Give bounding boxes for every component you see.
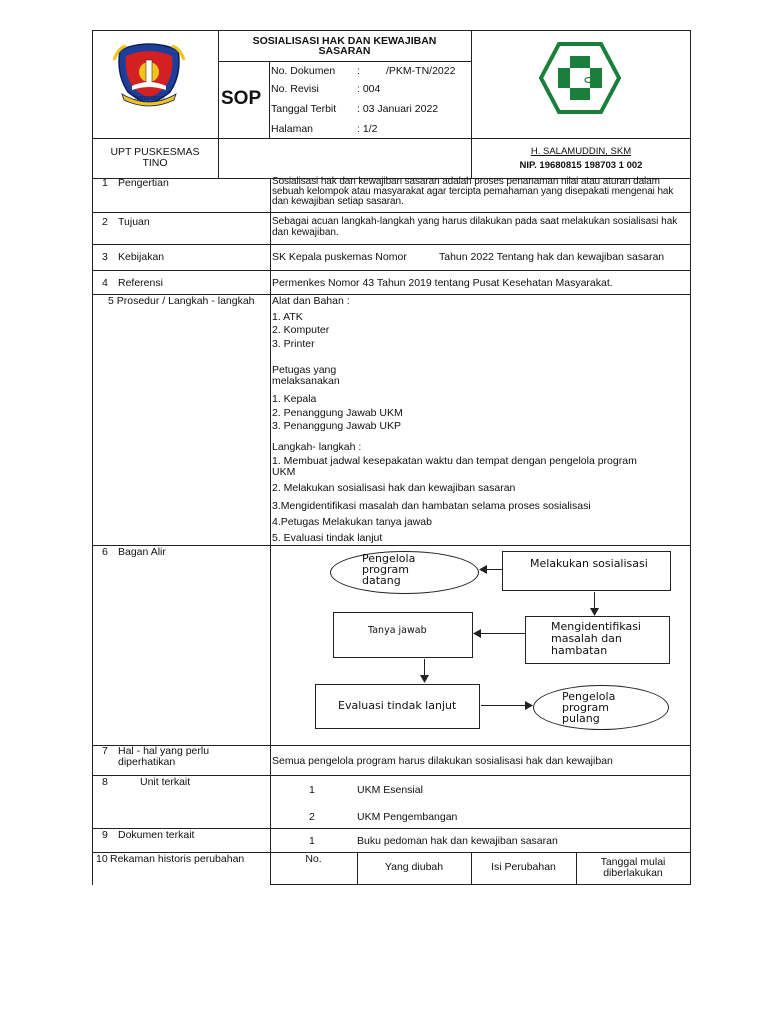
flow-evaluasi-text: Evaluasi tindak lanjut [338, 699, 457, 712]
org-name-line1: UPT PUSKESMAS [110, 146, 200, 158]
doc-number-value: /PKM-TN/2022 [386, 65, 456, 77]
document-name: Buku pedoman hak dan kewajiban sasaran [357, 835, 558, 847]
step-item-cont: UKM [272, 466, 296, 478]
section-label: 5 Prosedur / Langkah - langkah [108, 295, 255, 307]
section-label: Tujuan [118, 216, 150, 228]
doc-number-label: No. Dokumen [271, 65, 336, 77]
unit-item-name: UKM Pengembangan [357, 811, 458, 823]
section-number: 3 [102, 251, 108, 263]
tools-title: Alat dan Bahan : [272, 295, 350, 307]
step-item: 2. Melakukan sosialisasi hak dan kewajiban sasaran [272, 482, 516, 494]
flow-end-text-2: program [562, 701, 609, 714]
step-item: 5. Evaluasi tindak lanjut [272, 532, 383, 544]
step-item: 1. Membuat jadwal kesepakatan waktu dan tempat dengan pengelola program [272, 455, 637, 467]
step-item: 3.Mengidentifikasi masalah dan hambatan selama proses sosialisasi [272, 500, 591, 512]
sop-title-line1: SOSIALISASI HAK DAN KEWAJIBAN [252, 35, 437, 47]
section-label: Pengertian [118, 177, 169, 189]
document-number: 1 [309, 835, 315, 847]
section-text: Semua pengelola program harus dilakukan sosialisasi hak dan kewajiban [272, 755, 613, 767]
section-label-line1: Hal - hal yang perlu [118, 745, 210, 757]
flow-arrow [594, 592, 595, 609]
signer-name: H. SALAMUDDIN, SKM [530, 146, 632, 157]
tool-item: 2. Komputer [272, 324, 330, 336]
sop-title-line2: SASARAN [318, 45, 371, 57]
section-number: 2 [102, 216, 108, 228]
section-label: Dokumen terkait [118, 829, 195, 841]
steps-title: Langkah- langkah : [272, 441, 362, 453]
section-number: 10 [96, 853, 108, 865]
history-col-changed: Yang diubah [384, 861, 444, 873]
doc-number-sep: : [357, 65, 360, 77]
arrowhead-down-icon [590, 608, 599, 616]
flow-end-text-1: Pengelola [562, 690, 616, 703]
history-col-no: No. [305, 853, 322, 865]
policy-text-b: Tahun 2022 Tentang hak dan kewajiban sasaran [439, 251, 665, 263]
flow-start-text-1: Pengelola [362, 552, 416, 565]
arrowhead-right-icon [525, 701, 533, 710]
flow-arrow [481, 705, 526, 706]
section-number: 4 [102, 277, 108, 289]
unit-item-number: 1 [309, 784, 315, 796]
section-number: 8 [102, 776, 108, 788]
health-cross-logo-icon [539, 42, 621, 114]
section-label: Kebijakan [118, 251, 165, 263]
section-label: Rekaman historis perubahan [110, 853, 245, 865]
logo-banner-text: JENEPONTO [134, 96, 165, 102]
flow-identifikasi-text-3: hambatan [551, 644, 608, 657]
arrowhead-down-icon [420, 675, 429, 683]
flow-sosialisasi-text: Melakukan sosialisasi [530, 557, 648, 570]
tool-item: 1. ATK [272, 311, 303, 323]
section-number: 6 [102, 546, 108, 558]
flow-tanya-text: Tanya jawab [368, 625, 427, 636]
officer-item: 2. Penanggung Jawab UKM [272, 407, 403, 419]
officers-title-line1: Petugas yang [272, 364, 337, 376]
section-text: Sebagai acuan langkah-langkah yang harus dilakukan pada saat melakukan sosialisasi hak dan kewajiban. [272, 216, 678, 238]
officer-item: 3. Penanggung Jawab UKP [272, 420, 402, 432]
page-value: : 1/2 [357, 123, 378, 135]
section-label-line2: diperhatikan [118, 756, 176, 768]
section-number: 1 [102, 177, 108, 189]
flow-end-text-3: pulang [562, 712, 600, 725]
unit-item-number: 2 [309, 811, 315, 823]
flow-arrow [424, 659, 425, 676]
section-number: 7 [102, 745, 108, 757]
sop-label: SOP [221, 88, 262, 109]
section-number: 9 [102, 829, 108, 841]
issue-date-label: Tanggal Terbit [271, 103, 337, 115]
history-col-date-line2: diberlakukan [603, 867, 663, 879]
page-label: Halaman [271, 123, 314, 135]
arrowhead-left-icon [479, 565, 487, 574]
officers-title-line2: melaksanakan [272, 375, 340, 387]
issue-date-value: : 03 Januari 2022 [357, 103, 439, 115]
org-name-line2: TINO [142, 157, 168, 169]
signer-nip: NIP. 19680815 198703 1 002 [519, 160, 643, 171]
policy-text-a: SK Kepala puskemas Nomor [272, 251, 407, 263]
flow-arrow [486, 569, 502, 570]
history-col-date-line1: Tanggal mulai [600, 856, 666, 868]
section-text: Permenkes Nomor 43 Tahun 2019 tentang Pusat Kesehatan Masyarakat. [272, 277, 613, 289]
flow-start-text-2: program [362, 563, 409, 576]
officer-item: 1. Kepala [272, 393, 317, 405]
revision-label: No. Revisi [271, 83, 319, 95]
tool-item: 3. Printer [272, 338, 315, 350]
revision-value: : 004 [357, 83, 381, 95]
history-col-content: Isi Perubahan [491, 861, 556, 873]
section-label: Referensi [118, 277, 163, 289]
flow-identifikasi-text-2: masalah dan [551, 632, 622, 645]
flow-identifikasi-text-1: Mengidentifikasi [551, 620, 641, 633]
step-item: 4.Petugas Melakukan tanya jawab [272, 516, 432, 528]
section-label: Unit terkait [140, 776, 191, 788]
flow-arrow [480, 633, 525, 634]
flow-start-text-3: datang [362, 574, 401, 587]
unit-item-name: UKM Esensial [357, 784, 423, 796]
section-label: Bagan Alir [118, 546, 166, 558]
arrowhead-left-icon [473, 629, 481, 638]
section-text: Sosialisasi hak dan kewajiban sasaran adalah proses penanaman nilai atau aturan dalam sebuah kelompok atau masyarakat agar tercipta pemahaman yang disepakati mengenai hak dan kewajiban setiap sasaran. [272, 176, 674, 207]
